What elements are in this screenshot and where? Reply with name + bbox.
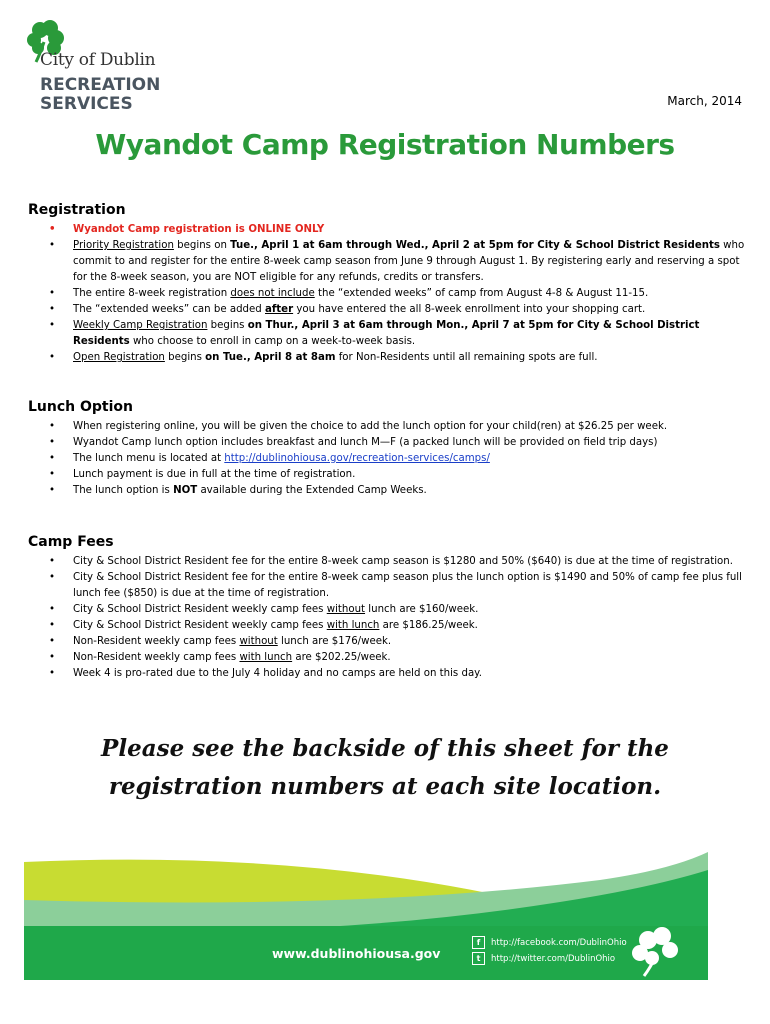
list-item: • Wyandot Camp registration is ONLINE ONLY xyxy=(73,222,748,238)
fees-section xyxy=(28,534,748,682)
list-item: • Non-Resident weekly camp fees with lunch are $202.25/week. xyxy=(73,650,748,666)
priority-registration-label: Priority Registration xyxy=(73,240,174,251)
list-item: • Wyandot Camp lunch option includes breakfast and lunch M—F (a packed lunch will be provided on field trip days) xyxy=(73,435,748,451)
twitter-link[interactable]: t http://twitter.com/DublinOhio xyxy=(472,952,615,965)
list-item: • Priority Registration begins on Tue., April 1 at 6am through Wed., April 2 at 5pm for City & School District Residents who commit to and register for the entire 8-week camp season from June 9 through August 1. By registering early and reserving a spot for the 8-week season, you are NOT eligible for any refunds, credits or transfers. xyxy=(73,238,748,286)
list-item: • Weekly Camp Registration begins on Thur., April 3 at 6am through Mon., April 7 at 5pm for City & School District Residents who choose to enroll in camp on a week-to-week basis. xyxy=(73,318,748,350)
footer-banner xyxy=(0,840,770,1024)
lunch-heading: Lunch Option xyxy=(28,399,133,415)
list-item: • City & School District Resident fee for the entire 8-week camp season plus the lunch option is $1490 and 50% of camp fee plus full lunch fee ($850) is due at the time of registration. xyxy=(73,570,748,602)
registration-list xyxy=(28,222,748,366)
lunch-section xyxy=(28,399,748,499)
registration-heading: Registration xyxy=(28,202,126,218)
logo-department: RECREATION SERVICES xyxy=(40,75,161,114)
list-item: • City & School District Resident weekly camp fees without lunch are $160/week. xyxy=(73,602,748,618)
list-item: • The lunch option is NOT available during the Extended Camp Weeks. xyxy=(73,483,748,499)
list-item: • City & School District Resident fee for the entire 8-week camp season is $1280 and 50% ($640) is due at the time of registration. xyxy=(73,554,748,570)
backside-notice: Please see the backside of this sheet for the registration numbers at each site location. xyxy=(101,735,669,800)
city-logo xyxy=(26,18,166,118)
list-item: • Lunch payment is due in full at the time of registration. xyxy=(73,467,748,483)
open-registration-label: Open Registration xyxy=(73,352,165,363)
facebook-icon: f xyxy=(472,936,485,949)
list-item: • City & School District Resident weekly camp fees with lunch are $186.25/week. xyxy=(73,618,748,634)
twitter-icon: t xyxy=(472,952,485,965)
document-date: March, 2014 xyxy=(667,94,742,108)
footer-swoosh-graphic xyxy=(0,840,770,1024)
fees-list xyxy=(28,554,748,682)
list-item: • Open Registration begins on Tue., April 8 at 8am for Non-Residents until all remaining spots are full. xyxy=(73,350,748,366)
list-item: • The entire 8-week registration does not include the “extended weeks” of camp from August 4-8 & August 11-15. xyxy=(73,286,748,302)
list-item: • The lunch menu is located at http://dublinohiousa.gov/recreation-services/camps/ xyxy=(73,451,748,467)
fees-heading: Camp Fees xyxy=(28,534,114,550)
registration-section xyxy=(28,202,748,366)
facebook-link[interactable]: f http://facebook.com/DublinOhio xyxy=(472,936,627,949)
weekly-registration-label: Weekly Camp Registration xyxy=(73,320,208,331)
lunch-list xyxy=(28,419,748,499)
lunch-menu-link[interactable]: http://dublinohiousa.gov/recreation-services/camps/ xyxy=(224,453,490,464)
logo-city-name: City of Dublin xyxy=(40,50,156,70)
page-title: Wyandot Camp Registration Numbers xyxy=(95,128,675,161)
list-item: • When registering online, you will be given the choice to add the lunch option for your child(ren) at $26.25 per week. xyxy=(73,419,748,435)
list-item: • Week 4 is pro-rated due to the July 4 holiday and no camps are held on this day. xyxy=(73,666,748,682)
list-item: • The “extended weeks” can be added after you have entered the all 8-week enrollment into your shopping cart. xyxy=(73,302,748,318)
list-item: • Non-Resident weekly camp fees without lunch are $176/week. xyxy=(73,634,748,650)
website-link[interactable]: www.dublinohiousa.gov xyxy=(272,946,441,961)
